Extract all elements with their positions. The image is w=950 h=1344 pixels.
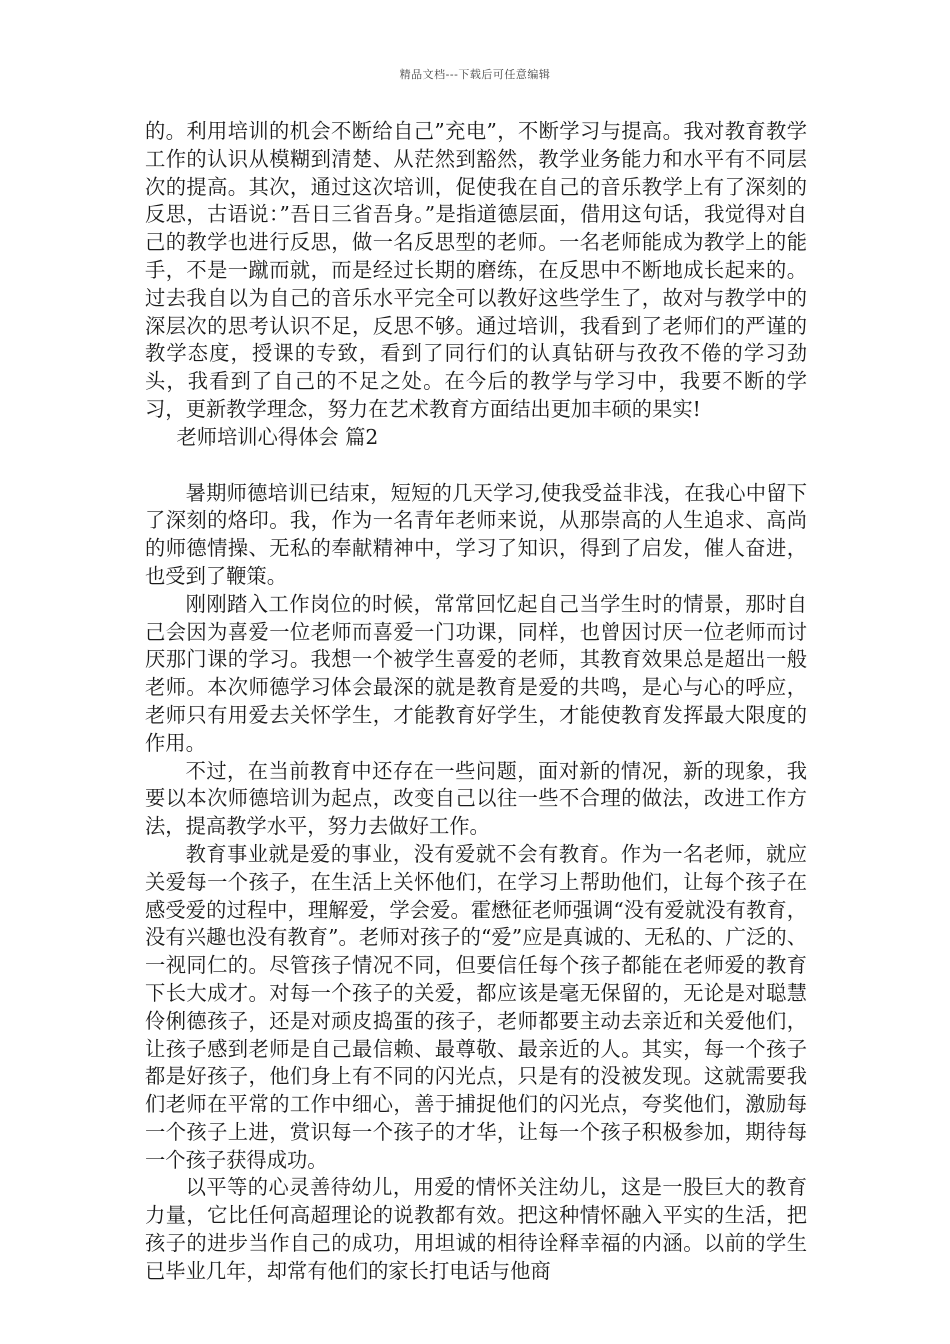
section-heading: 老师培训心得体会 篇2 [176, 424, 379, 449]
paragraph-continued: 的。利用培训的机会不断给自己”充电”，不断学习与提高。我对教育教学工作的认识从模糊到清楚、从茫然到豁然，教学业务能力和水平有不同层次的提高。其次，通过这次培训，促使我在自己的音乐教学上有了深刻的反思，古语说：”吾日三省吾身。”是指道德层面，借用这句话，我觉得对自己的教学也进行反思，做一名反思型的老师。一名老师能成为教学上的能手，不是一蹴而就，而是经过长期的磨练，在反思中不断地成长起来的。过去我自以为自己的音乐水平完全可以教好这些学生了，故对与教学中的深层次的思考认识不足，反思不够。通过培训，我看到了老师们的严谨的教学态度，授课的专致，看到了同行们的认真钻研与孜孜不倦的学习劲头，我看到了自己的不足之处。在今后的教学与学习中，我要不断的学习，更新教学理念，努力在艺术教育方面结出更加丰硕的果实! [145, 119, 807, 421]
document-body [145, 118, 807, 1286]
paragraph: 刚刚踏入工作岗位的时候，常常回忆起自己当学生时的情景，那时自己会因为喜爱一位老师而喜爱一门功课，同样，也曾因讨厌一位老师而讨厌那门课的学习。我想一个被学生喜爱的老师，其教育效果总是超出一般老师。本次师德学习体会最深的就是教育是爱的共鸣，是心与心的呼应，老师只有用爱去关怀学生，才能教育好学生，才能使教育发挥最大限度的作用。 [145, 591, 807, 755]
paragraph: 不过，在当前教育中还存在一些问题，面对新的情况，新的现象，我要以本次师德培训为起点，改变自己以往一些不合理的做法，改进工作方法，提高教学水平，努力去做好工作。 [145, 758, 807, 839]
paragraph: 教育事业就是爱的事业，没有爱就不会有教育。作为一名老师，就应关爱每一个孩子，在生活上关怀他们，在学习上帮助他们，让每个孩子在感受爱的过程中，理解爱，学会爱。霍懋征老师强调“没有爱就没有教育，没有兴趣也没有教育”。老师对孩子的“爱”应是真诚的、无私的、广泛的、一视同仁的。尽管孩子情况不同，但要信任每个孩子都能在老师爱的教育下长大成才。对每一个孩子的关爱，都应该是毫无保留的，无论是对聪慧伶俐德孩子，还是对顽皮捣蛋的孩子，老师都要主动去亲近和关爱他们，让孩子感到老师是自己最信赖、最尊敬、最亲近的人。其实，每一个孩子都是好孩子，他们身上有不同的闪光点，只是有的没被发现。这就需要我们老师在平常的工作中细心，善于捕捉他们的闪光点，夸奖他们，激励每一个孩子上进，赏识每一个孩子的才华，让每一个孩子积极参加，期待每一个孩子获得成功。 [145, 841, 807, 1172]
paragraph: 以平等的心灵善待幼儿，用爱的情怀关注幼儿，这是一股巨大的教育力量，它比任何高超理论的说教都有效。把这种情怀融入平实的生活，把孩子的进步当作自己的成功，用坦诚的相待诠释幸福的内涵。以前的学生已毕业几年，却常有他们的家长打电话与他商 [145, 1175, 807, 1283]
blank-line [145, 452, 807, 480]
paragraph: 暑期师德培训已结束，短短的几天学习,使我受益非浅，在我心中留下了深刻的烙印。我，作为一名青年老师来说，从那崇高的人生追求、高尚的师德情操、无私的奉献精神中，学习了知识，得到了启发，催人奋进，也受到了鞭策。 [145, 480, 807, 588]
page-header: 精品文档---下载后可任意编辑 [399, 68, 551, 81]
